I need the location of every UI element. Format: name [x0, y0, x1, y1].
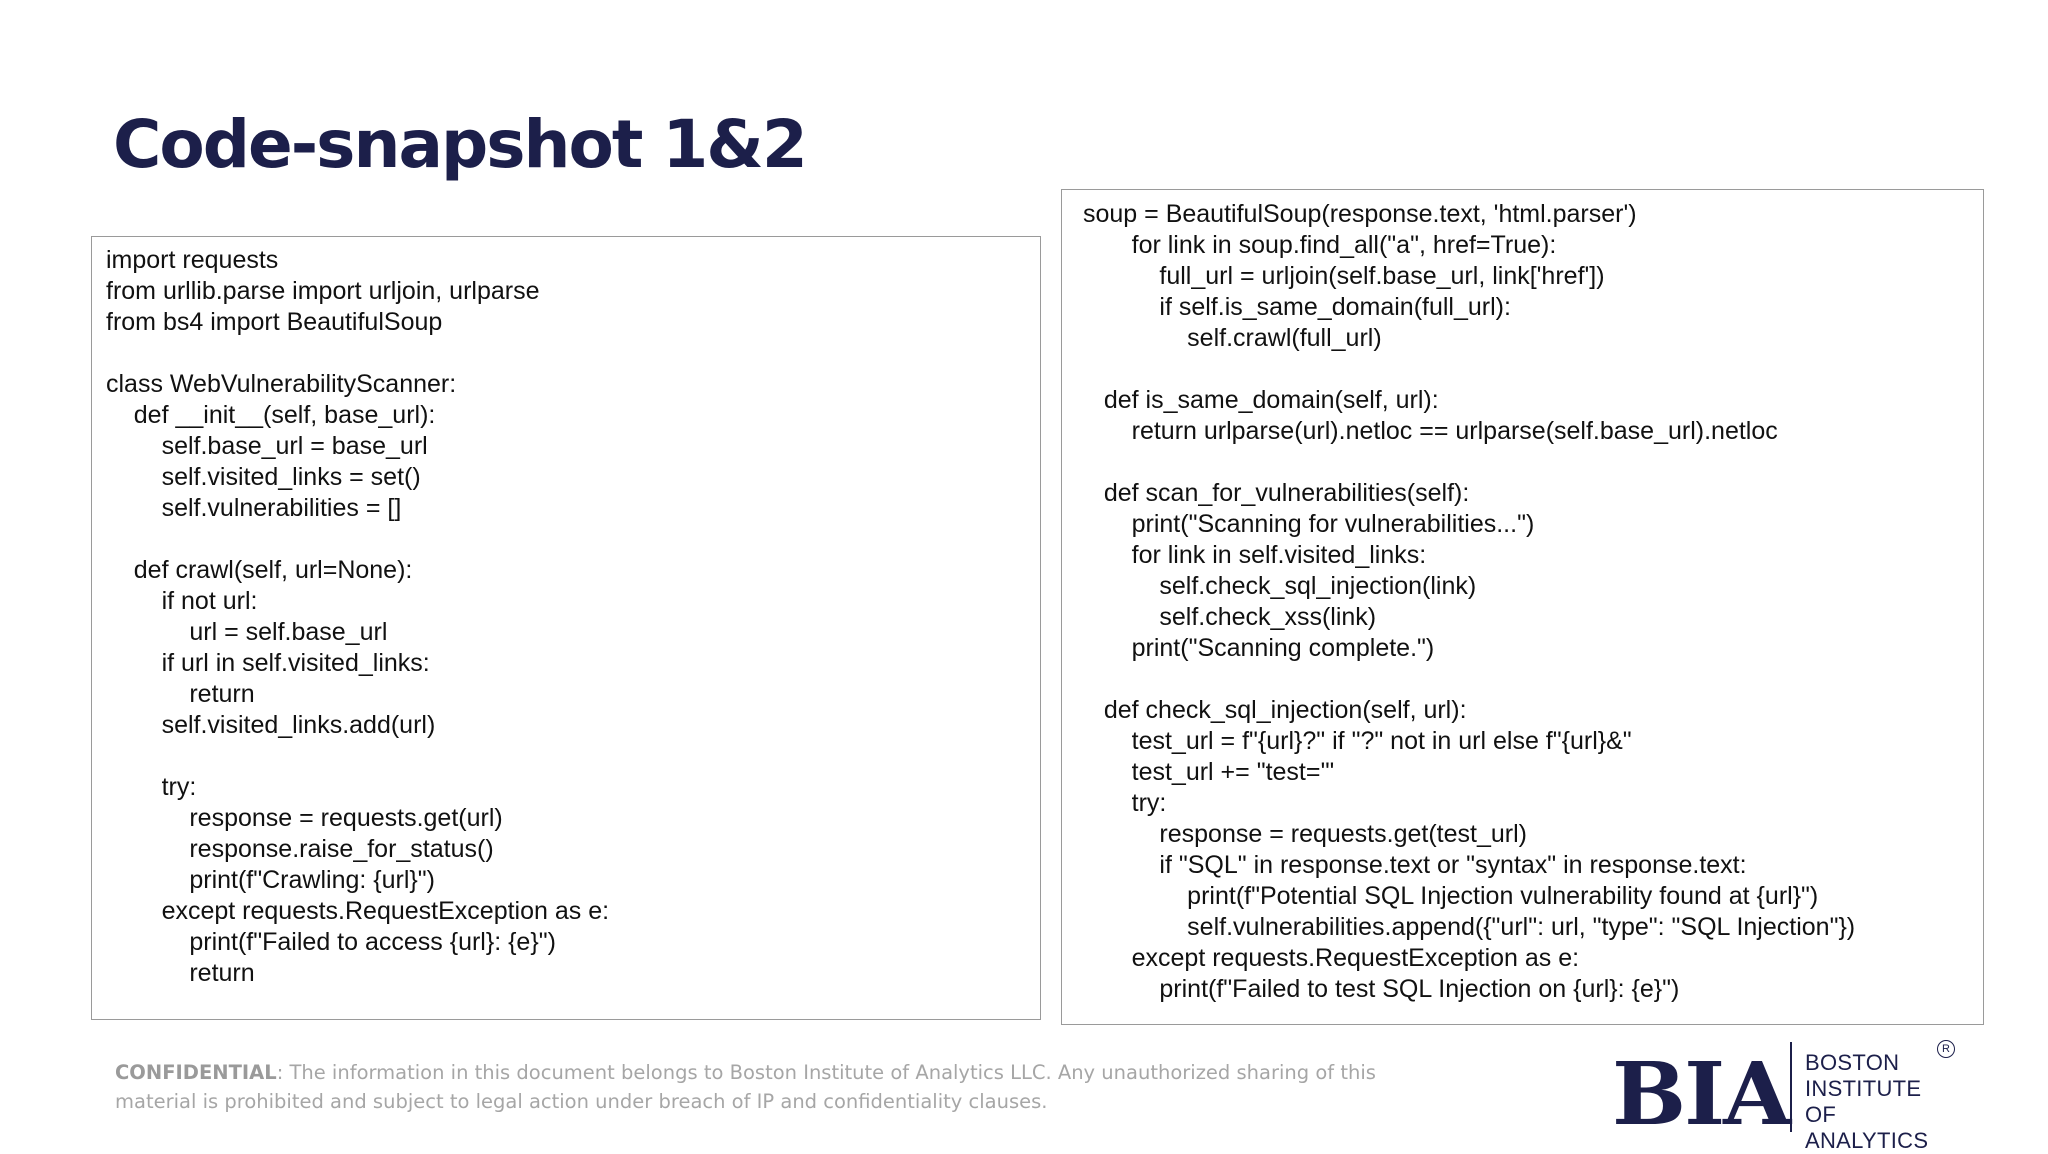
bia-logo	[1612, 1038, 1952, 1153]
code-line: soup = BeautifulSoup(response.text, 'html.parser')	[1083, 200, 1637, 228]
code-line: class WebVulnerabilityScanner:	[106, 370, 457, 398]
code-line: from bs4 import BeautifulSoup	[106, 308, 443, 336]
code-line: response = requests.get(url)	[106, 804, 503, 832]
code-line: except requests.RequestException as e:	[106, 897, 610, 925]
code-line: self.check_sql_injection(link)	[1083, 572, 1477, 600]
code-line: self.crawl(full_url)	[1083, 324, 1382, 352]
code-line: self.visited_links.add(url)	[106, 711, 436, 739]
code-snapshot-left	[91, 236, 1041, 1020]
code-line: if self.is_same_domain(full_url):	[1083, 293, 1511, 321]
code-line: return urlparse(url).netloc == urlparse(self.base_url).netloc	[1083, 417, 1778, 445]
code-line: url = self.base_url	[106, 618, 388, 646]
code-snapshot-right	[1061, 189, 1984, 1025]
code-line: for link in self.visited_links:	[1083, 541, 1427, 569]
code-line: from urllib.parse import urljoin, urlparse	[106, 277, 540, 305]
code-line: for link in soup.find_all("a", href=True):	[1083, 231, 1557, 259]
code-line: print(f"Potential SQL Injection vulnerability found at {url}")	[1083, 882, 1819, 910]
code-line: return	[106, 680, 255, 708]
confidentiality-notice	[115, 1058, 1415, 1116]
code-line: except requests.RequestException as e:	[1083, 944, 1580, 972]
code-line	[1083, 664, 1962, 695]
confidential-text: : The information in this document belongs to Boston Institute of Analytics LLC. Any unauthorized sharing of this material is prohibited and subject to legal action under breach of IP and confidentiality clauses.	[115, 1061, 1376, 1113]
code-line: def __init__(self, base_url):	[106, 401, 436, 429]
code-line: self.base_url = base_url	[106, 432, 428, 460]
code-line: print("Scanning for vulnerabilities...")	[1083, 510, 1535, 538]
code-line: print("Scanning complete.")	[1083, 634, 1435, 662]
code-line: if url in self.visited_links:	[106, 649, 430, 677]
code-line: print(f"Crawling: {url}")	[106, 866, 435, 894]
code-line: self.visited_links = set()	[106, 463, 421, 491]
code-line: response = requests.get(test_url)	[1083, 820, 1527, 848]
code-line: self.vulnerabilities = []	[106, 494, 402, 522]
code-line: return	[106, 959, 255, 987]
code-line: try:	[106, 773, 197, 801]
code-line: test_url += "test='"	[1083, 758, 1335, 786]
code-line: self.vulnerabilities.append({"url": url, "type": "SQL Injection"})	[1083, 913, 1856, 941]
code-line: def is_same_domain(self, url):	[1083, 386, 1439, 414]
code-line: def scan_for_vulnerabilities(self):	[1083, 479, 1470, 507]
logo-line-2: INSTITUTE OF	[1805, 1076, 1922, 1127]
code-line: print(f"Failed to test SQL Injection on {url}: {e}")	[1083, 975, 1680, 1003]
code-line: test_url = f"{url}?" if "?" not in url else f"{url}&"	[1083, 727, 1632, 755]
logo-wordmark	[1805, 1050, 1952, 1154]
code-line	[1083, 447, 1962, 478]
logo-mark: BIA	[1612, 1044, 1790, 1145]
code-line: import requests	[106, 246, 279, 274]
code-line	[106, 741, 1026, 772]
logo-line-3: ANALYTICS	[1805, 1128, 1929, 1153]
code-line: response.raise_for_status()	[106, 835, 494, 863]
code-line: print(f"Failed to access {url}: {e}")	[106, 928, 556, 956]
code-line: if not url:	[106, 587, 258, 615]
code-line: if "SQL" in response.text or "syntax" in response.text:	[1083, 851, 1747, 879]
code-line	[1083, 354, 1962, 385]
registered-mark-icon: R	[1937, 1040, 1955, 1058]
confidential-label: CONFIDENTIAL	[115, 1061, 277, 1084]
code-line: def check_sql_injection(self, url):	[1083, 696, 1467, 724]
logo-line-1: BOSTON	[1805, 1050, 1900, 1075]
code-line	[106, 524, 1026, 555]
code-line: try:	[1083, 789, 1167, 817]
code-line	[106, 338, 1026, 369]
code-line: def crawl(self, url=None):	[106, 556, 413, 584]
code-line: self.check_xss(link)	[1083, 603, 1377, 631]
code-line: full_url = urljoin(self.base_url, link['href'])	[1083, 262, 1605, 290]
slide-title: Code-snapshot 1&2	[113, 106, 806, 183]
logo-divider	[1790, 1042, 1792, 1132]
